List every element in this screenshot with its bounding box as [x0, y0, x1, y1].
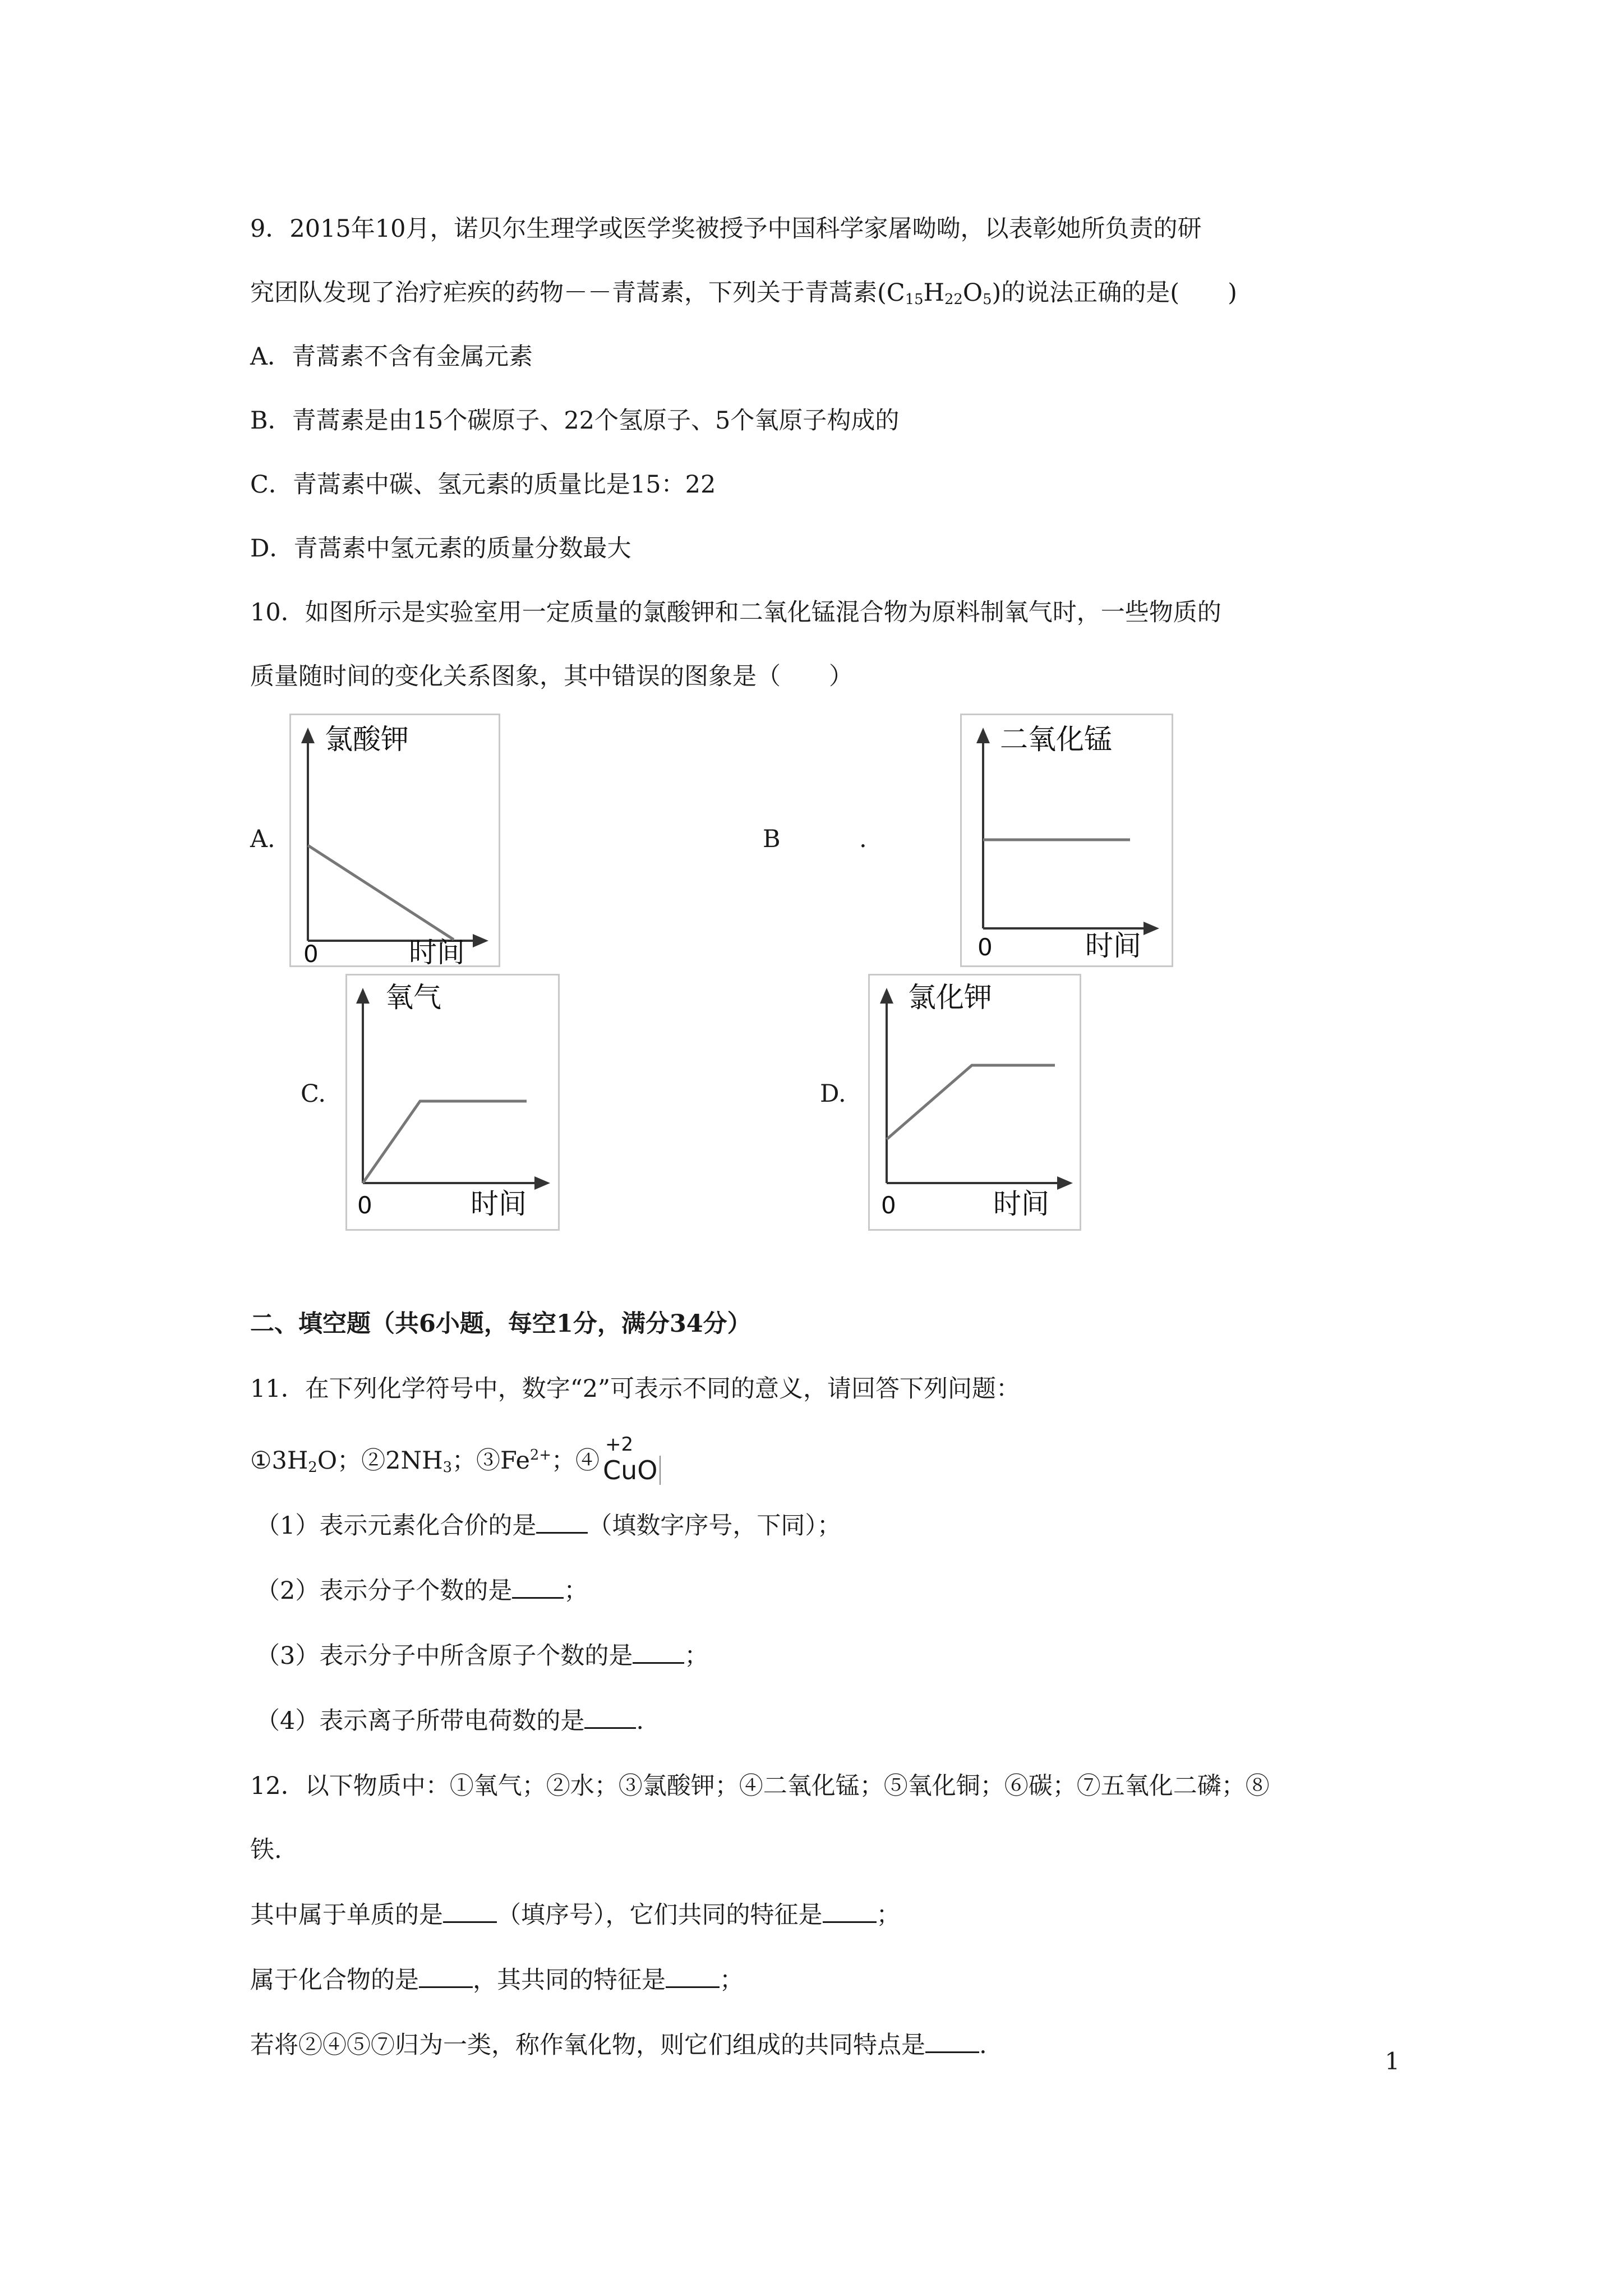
answer-blank[interactable]	[666, 1964, 720, 1988]
graph-b-ylabel: 二氧化锰	[1000, 723, 1112, 756]
graph-a	[289, 714, 500, 967]
graph-a-ylabel: 氯酸钾	[325, 723, 409, 756]
q10-option-b-dot: .	[859, 825, 867, 853]
q9-line1: 9．2015年10月，诺贝尔生理学或医学奖被授予中国科学家屠呦呦，以表彰她所负责的研	[250, 215, 1202, 243]
graph-a-origin: 0	[303, 940, 319, 965]
graph-b-xlabel: 时间	[1085, 930, 1141, 962]
graph-d-line	[887, 1065, 1055, 1139]
q12-line1: 12．以下物质中：①氧气；②水；③氯酸钾；④二氧化锰；⑤氧化铜；⑥碳；⑦五氧化二磷；⑧	[250, 1772, 1270, 1800]
q10-option-d-label: D.	[820, 1080, 846, 1108]
graph-d	[868, 974, 1081, 1231]
q9-line2: 究团队发现了治疗疟疾的药物－－青蒿素，下列关于青蒿素$(C_{15}H_{22}O_5)$的说法正确的是( )	[250, 279, 1237, 308]
q10-option-b-label: B	[763, 825, 781, 853]
graph-c-ylabel: 氧气	[385, 981, 441, 1014]
graph-d-origin: 0	[881, 1191, 896, 1219]
q12-line2: 铁.	[250, 1836, 282, 1864]
q10-option-a-label: A.	[250, 825, 275, 853]
answer-blank[interactable]	[823, 1899, 877, 1923]
cuo-valence-formula: +2 CuO	[603, 1434, 659, 1490]
graph-b-origin: 0	[978, 933, 993, 961]
graph-c-xlabel: 时间	[471, 1188, 527, 1220]
graph-c-line	[363, 1101, 527, 1183]
q11-item-2: （2）表示分子个数的是 ；	[256, 1574, 588, 1608]
graph-a-xlabel: 时间	[409, 936, 465, 965]
section-2-title: 二、填空题（共6小题，每空1分，满分34分）	[250, 1310, 751, 1338]
q12-line4: 属于化合物的是 ，其共同的特征是 ；	[250, 1963, 744, 1997]
q9-option-c: C．青蒿素中碳、氢元素的质量比是15：22	[250, 471, 716, 499]
graph-d-ylabel: 氯化钾	[908, 981, 992, 1014]
page-number: 1	[1385, 2047, 1400, 2075]
graph-c-origin: 0	[357, 1191, 372, 1219]
answer-blank[interactable]	[584, 1705, 636, 1729]
q9-option-a: A．青蒿素不含有金属元素	[250, 343, 533, 371]
answer-blank[interactable]	[419, 1964, 473, 1988]
graph-b	[960, 714, 1173, 967]
answer-blank[interactable]	[512, 1575, 564, 1599]
q11-symbols: $①3H_2O$；$②2NH_3$；$③Fe^{2+}$；④ +2 CuO	[250, 1427, 659, 1496]
q12-line3: 其中属于单质的是 （填序号），它们共同的特征是 ；	[250, 1898, 901, 1932]
graph-a-line	[308, 845, 454, 940]
q11-line1: 11．在下列化学符号中，数字“2”可表示不同的意义，请回答下列问题：	[250, 1375, 1021, 1403]
q11-item-3: （3）表示分子中所含原子个数的是 ；	[256, 1639, 708, 1673]
q10-line1: 10．如图所示是实验室用一定质量的氯酸钾和二氧化锰混合物为原料制氧气时，一些物质的	[250, 599, 1221, 627]
graph-d-xlabel: 时间	[993, 1188, 1049, 1220]
q9-option-d: D．青蒿素中氢元素的质量分数最大	[250, 535, 631, 563]
graph-c	[345, 974, 560, 1231]
q12-line5: 若将②④⑤⑦归为一类，称作氧化物，则它们组成的共同特点是 .	[250, 2028, 987, 2062]
answer-blank[interactable]	[633, 1640, 684, 1664]
answer-blank[interactable]	[925, 2029, 979, 2053]
q10-line2: 质量随时间的变化关系图象，其中错误的图象是（ ）	[250, 662, 853, 691]
q9-option-b: B．青蒿素是由15个碳原子、22个氢原子、5个氧原子构成的	[250, 407, 900, 435]
q10-option-c-label: C.	[301, 1080, 326, 1108]
q11-item-1: （1）表示元素化合价的是 （填数字序号，下同）；	[256, 1509, 841, 1543]
q11-item-4: （4）表示离子所带电荷数的是 .	[256, 1704, 644, 1738]
answer-blank[interactable]	[443, 1899, 497, 1923]
answer-blank[interactable]	[536, 1510, 588, 1534]
